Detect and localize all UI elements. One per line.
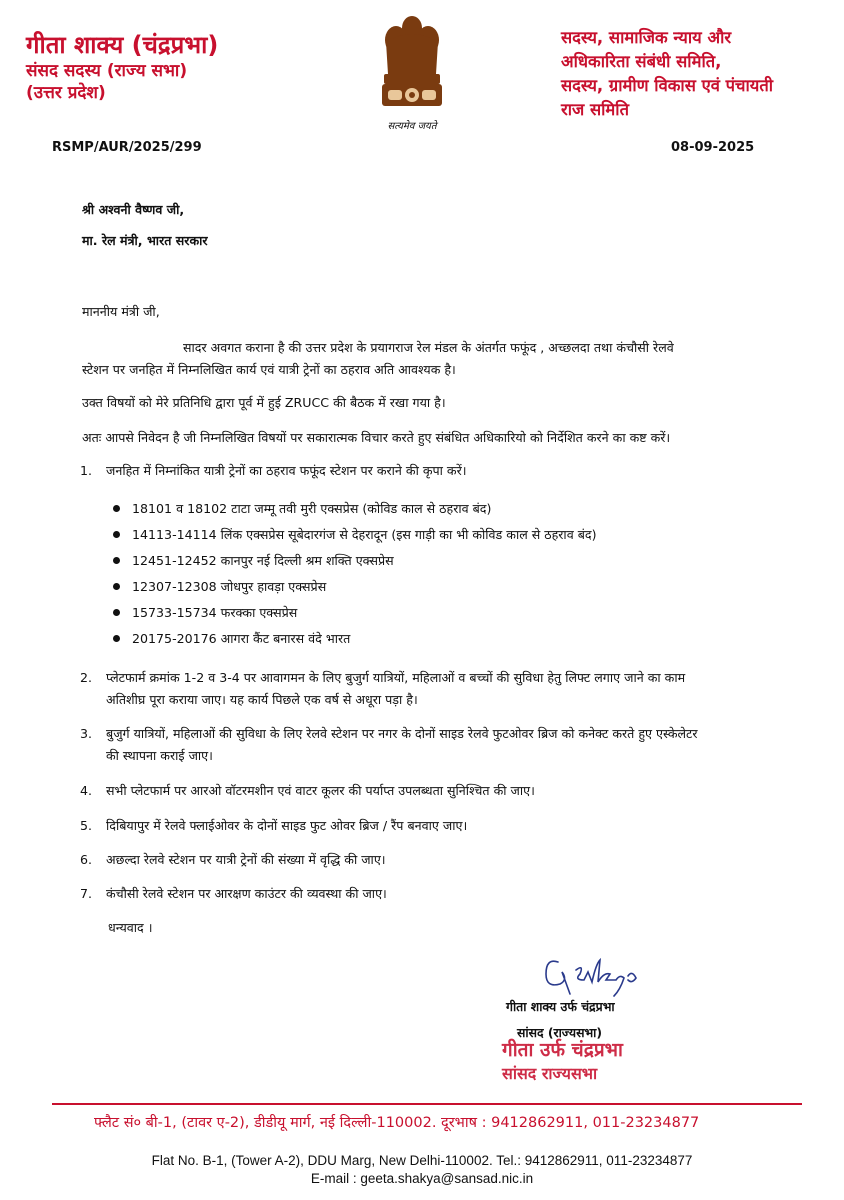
intro-paragraph-line1: सादर अवगत कराना है की उत्तर प्रदेश के प्रयागराज रेल मंडल के अंतर्गत फफूंद , अच्छलदा तथा कंचौसी रेलवे (183, 340, 674, 355)
bullet-marker (113, 609, 120, 616)
train-list-item: 18101 व 18102 टाटा जम्मू तवी मुरी एक्सप्रेस (कोविड काल से ठहराव बंद) (132, 501, 492, 516)
national-emblem-icon (374, 12, 450, 116)
item-text: अछल्दा रेलवे स्टेशन पर यात्री ट्रेनों की संख्या में वृद्धि की जाए। (106, 852, 386, 867)
letter-date: 08-09-2025 (671, 140, 755, 155)
committee-line: अधिकारिता संबंधी समिति, (561, 52, 722, 71)
bullet-marker (113, 505, 120, 512)
item-text: जनहित में निम्नांकित यात्री ट्रेनों का ठहराव फफूंद स्टेशन पर कराने की कृपा करें। (106, 463, 467, 478)
item-number: 2. (80, 670, 93, 685)
letterhead-state: (उत्तर प्रदेश) (26, 83, 106, 103)
item-number: 3. (80, 726, 93, 741)
item-text: सभी प्लेटफार्म पर आरओ वॉटरमशीन एवं वाटर कूलर की पर्याप्त उपलब्धता सुनिश्चित की जाए। (106, 783, 535, 798)
footer-address-english: Flat No. B-1, (Tower A-2), DDU Marg, New Delhi-110002. Tel.: 9412862911, 011-23234877 (151, 1153, 693, 1168)
item-text: प्लेटफार्म क्रमांक 1-2 व 3-4 पर आवागमन के लिए बुजुर्ग यात्रियों, महिलाओं व बच्चों की सुविधा हेतु लिफ्ट लगाए जाने का काम (106, 670, 686, 685)
item-number: 6. (80, 852, 93, 867)
item-number: 4. (80, 783, 93, 798)
footer-address-hindi: फ्लैट सं० बी-1, (टावर ए-2), डीडीयू मार्ग, नई दिल्ली-110002. दूरभाष : 9412862911, 011-23234877 (94, 1115, 700, 1131)
committee-line: सदस्य, सामाजिक न्याय और (561, 28, 732, 47)
train-list-item: 12451-12452 कानपुर नई दिल्ली श्रम शक्ति एक्सप्रेस (132, 553, 394, 568)
item-number: 7. (80, 886, 93, 901)
letterhead-name: गीता शाक्य (चंद्रप्रभा) (26, 31, 219, 59)
official-stamp-designation: सांसद राज्यसभा (502, 1064, 598, 1083)
emblem-motto: सत्यमेव जयते (387, 121, 437, 132)
committee-line: राज समिति (561, 100, 629, 119)
letterhead-designation: संसद सदस्य (राज्य सभा) (26, 61, 188, 81)
reference-number: RSMP/AUR/2025/299 (52, 140, 202, 155)
committee-memberships (561, 26, 841, 122)
bullet-marker (113, 531, 120, 538)
intro-paragraph-line2: स्टेशन पर जनहित में निम्नलिखित कार्य एवं यात्री ट्रेनों का ठहराव अति आवश्यक है। (82, 362, 456, 377)
train-list-item: 12307-12308 जोधपुर हावड़ा एक्सप्रेस (132, 579, 327, 594)
bullet-marker (113, 635, 120, 642)
signatory-designation: सांसद (राज्यसभा) (517, 1025, 603, 1040)
bullet-marker (113, 583, 120, 590)
committee-line: सदस्य, ग्रामीण विकास एवं पंचायती (561, 76, 774, 95)
item-text: की स्थापना कराई जाए। (106, 748, 213, 763)
item-text: बुजुर्ग यात्रियों, महिलाओं की सुविधा के लिए रेलवे स्टेशन पर नगर के दोनों साइड रेलवे फुटओवर ब्रिज को कनेक्ट करते हुए एस्केलेटर (106, 726, 698, 741)
item-number: 1. (80, 463, 93, 478)
request-paragraph: अतः आपसे निवेदन है जी निम्नलिखित विषयों पर सकारात्मक विचार करते हुए संबंधित अधिकारियो को निर्देशित करने का कष्ट करें। (82, 430, 671, 445)
footer-email: E-mail : geeta.shakya@sansad.nic.in (310, 1171, 534, 1186)
zrucc-paragraph: उक्त विषयों को मेरे प्रतिनिधि द्वारा पूर्व में हुई ZRUCC की बैठक में रखा गया है। (82, 395, 446, 410)
item-number: 5. (80, 818, 93, 833)
item-text: कंचौसी रेलवे स्टेशन पर आरक्षण काउंटर की व्यवस्था की जाए। (106, 886, 387, 901)
official-stamp-name: गीता उर्फ चंद्रप्रभा (502, 1039, 623, 1061)
bullet-marker (113, 557, 120, 564)
footer-divider (52, 1103, 802, 1105)
item-text: दिबियापुर में रेलवे फ्लाईओवर के दोनों साइड फुट ओवर ब्रिज / रैंप बनवाए जाए। (106, 818, 468, 833)
train-list-item: 15733-15734 फरक्का एक्सप्रेस (132, 605, 298, 620)
salutation: माननीय मंत्री जी, (82, 304, 160, 319)
train-list-item: 14113-14114 लिंक एक्सप्रेस सूबेदारगंज से देहरादून (इस गाड़ी का भी कोविड काल से ठहराव बंद) (132, 527, 597, 542)
recipient-title: मा. रेल मंत्री, भारत सरकार (82, 233, 208, 248)
recipient-name: श्री अश्वनी वैष्णव जी, (82, 202, 185, 217)
signatory-name: गीता शाक्य उर्फ चंद्रप्रभा (506, 999, 615, 1014)
train-list-item: 20175-20176 आगरा कैंट बनारस वंदे भारत (132, 631, 351, 646)
handwritten-signature (540, 950, 650, 1002)
item-text: अतिशीघ्र पूरा कराया जाए। यह कार्य पिछले एक वर्ष से अधूरा पड़ा है। (106, 692, 418, 707)
closing-thanks: धन्यवाद । (108, 920, 153, 935)
